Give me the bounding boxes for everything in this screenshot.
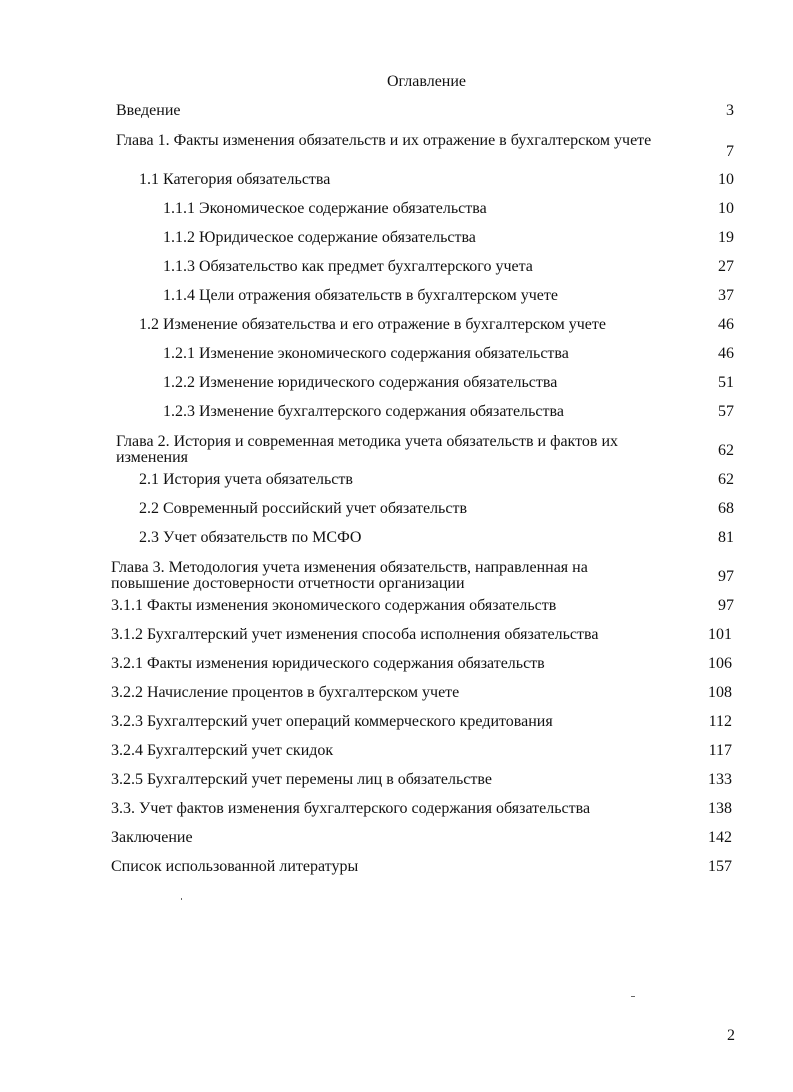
toc-entry (163, 258, 734, 276)
toc-entry (163, 200, 734, 218)
toc-entry-text: 3.2.3 Бухгалтерский учет операций коммерческого кредитования (111, 713, 553, 730)
toc-entry-page: 46 (718, 316, 734, 333)
toc-entry (163, 403, 734, 421)
toc-entry (139, 316, 734, 334)
toc-entry-text: 1.2 Изменение обязательства и его отражение в бухгалтерском учете (139, 316, 606, 333)
toc-entry-page: 97 (718, 597, 734, 614)
toc-entry (163, 374, 734, 392)
toc-entry-page: 68 (718, 500, 734, 517)
toc-entry-text: Глава 1. Факты изменения обязательств и их отражение в бухгалтерском учете (116, 132, 652, 149)
toc-entry (111, 829, 732, 847)
toc-entry (116, 434, 734, 468)
toc-entry-page: 133 (708, 771, 732, 788)
toc-entry-page: 3 (726, 102, 734, 119)
toc-entry-text: Глава 3. Методология учета изменения обязательств, направленная на повышение достоверности отчетности организации (111, 559, 588, 592)
toc-entry-page: 46 (718, 345, 734, 362)
toc-entry-page: 97 (718, 568, 734, 585)
toc-entry-page: 62 (718, 442, 734, 459)
toc-title: Оглавление (386, 73, 467, 90)
toc-entry (139, 471, 734, 489)
toc-entry-page: 101 (708, 626, 732, 643)
toc-entry-page: 108 (708, 684, 732, 701)
page-number: 2 (727, 1027, 735, 1044)
toc-entry (111, 597, 734, 615)
toc-entry-page: 106 (708, 655, 732, 672)
toc-entry-page: 10 (718, 171, 734, 188)
toc-entry (111, 655, 732, 673)
toc-entry-text: 3.2.5 Бухгалтерский учет перемены лиц в обязательстве (111, 771, 492, 788)
toc-entry-page: 51 (718, 374, 734, 391)
toc-entry-page: 7 (726, 143, 734, 160)
toc-entry-text: 2.1 История учета обязательств (139, 471, 353, 488)
scan-speck (181, 898, 182, 900)
toc-entry-text: 3.1.2 Бухгалтерский учет изменения способа исполнения обязательства (111, 626, 599, 643)
toc-entry (111, 858, 732, 876)
toc-entry-text: 3.2.1 Факты изменения юридического содержания обязательств (111, 655, 545, 672)
toc-entry-text: 1.2.1 Изменение экономического содержания обязательства (163, 345, 569, 362)
toc-entry (116, 133, 734, 167)
toc-entry (163, 345, 734, 363)
toc-entry-page: 57 (718, 403, 734, 420)
toc-entry (111, 742, 732, 760)
toc-entry (111, 626, 732, 644)
toc-entry (111, 800, 732, 818)
toc-entry-text: 3.1.1 Факты изменения экономического содержания обязательств (111, 597, 557, 614)
toc-entry-page: 112 (708, 713, 732, 730)
toc-entry (139, 500, 734, 518)
toc-entry-text: 2.3 Учет обязательств по МСФО (139, 529, 362, 546)
toc-entry-text: Введение (116, 102, 181, 119)
toc-entry (163, 287, 734, 305)
toc-entry-page: 142 (708, 829, 732, 846)
toc-entry-text: 1.2.3 Изменение бухгалтерского содержания обязательства (163, 403, 564, 420)
toc-entry (111, 560, 734, 594)
toc-entry-page: 37 (718, 287, 734, 304)
toc-entry-page: 138 (708, 800, 732, 817)
toc-entry-page: 81 (718, 529, 734, 546)
toc-entry-page: 19 (718, 229, 734, 246)
toc-entry (139, 529, 734, 547)
toc-entry-text: 1.1.1 Экономическое содержание обязательства (163, 200, 487, 217)
toc-entry-text: 1.1.4 Цели отражения обязательств в бухгалтерском учете (163, 287, 558, 304)
toc-entry-page: 27 (718, 258, 734, 275)
toc-entry-text: 1.1.2 Юридическое содержание обязательства (163, 229, 476, 246)
toc-entry (111, 713, 732, 731)
toc-entry-text: 2.2 Современный российский учет обязательств (139, 500, 467, 517)
toc-entry-page: 62 (718, 471, 734, 488)
toc-entry-text: Заключение (111, 829, 193, 846)
toc-entry (111, 684, 732, 702)
toc-entry-page: 10 (718, 200, 734, 217)
toc-entry-text: Глава 2. История и современная методика учета обязательств и фактов их изменения (116, 433, 619, 466)
scan-speck (631, 996, 635, 997)
toc-entry-text: 1.1 Категория обязательства (139, 171, 331, 188)
toc-entry-text: 1.2.2 Изменение юридического содержания обязательства (163, 374, 558, 391)
toc-entry-page: 117 (708, 742, 732, 759)
toc-entry (116, 102, 734, 120)
toc-entry (111, 771, 732, 789)
toc-entry-text: 3.3. Учет фактов изменения бухгалтерского содержания обязательства (111, 800, 591, 817)
toc-entry-text: 1.1.3 Обязательство как предмет бухгалтерского учета (163, 258, 533, 275)
toc-entry-page: 157 (708, 858, 732, 875)
toc-entry-text: 3.2.4 Бухгалтерский учет скидок (111, 742, 334, 759)
toc-entry-text: 3.2.2 Начисление процентов в бухгалтерском учете (111, 684, 460, 701)
toc-entry-text: Список использованной литературы (111, 858, 359, 875)
toc-entry (163, 229, 734, 247)
toc-entry (139, 171, 734, 189)
